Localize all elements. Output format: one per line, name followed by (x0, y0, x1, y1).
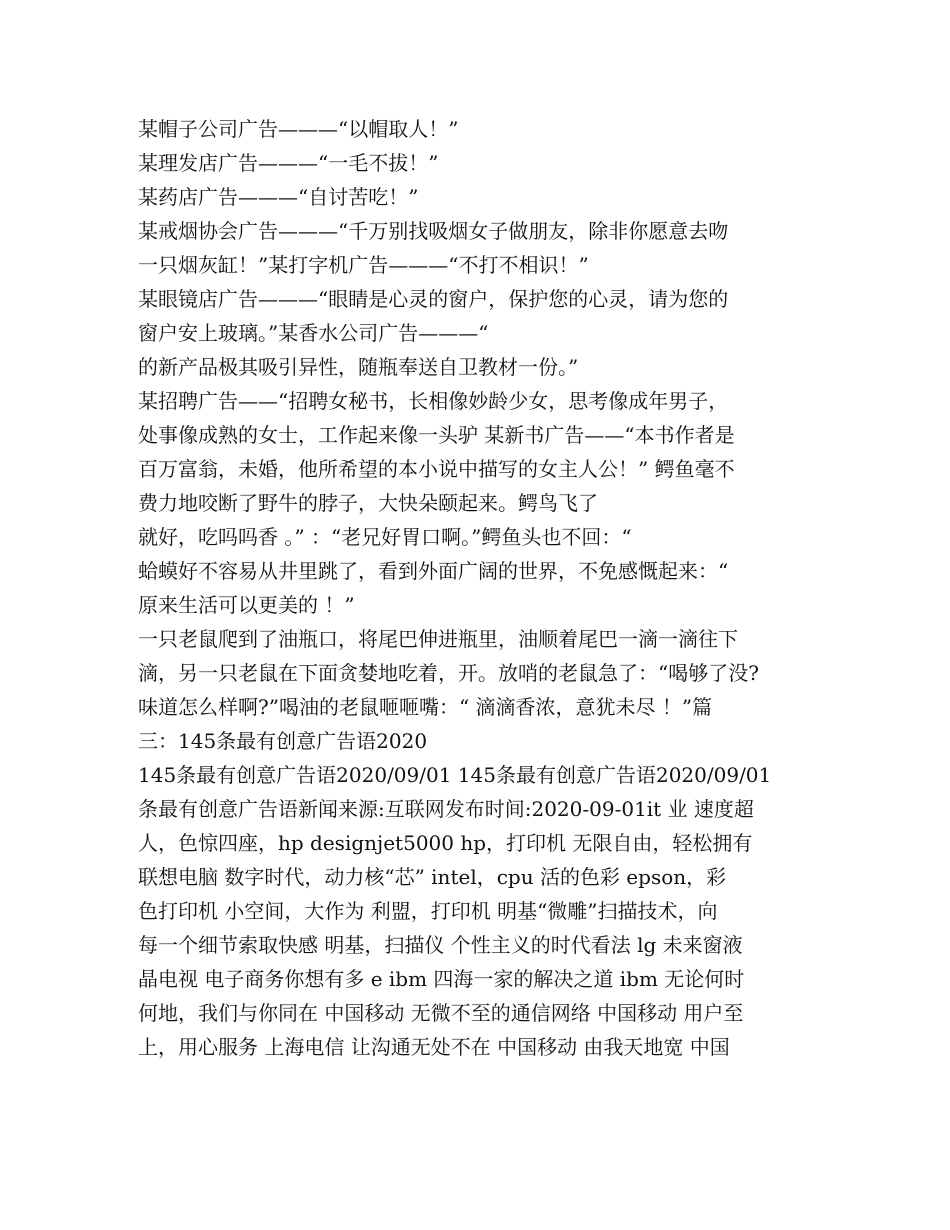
text-line-17: 滴，另一只老鼠在下面贪婪地吃着，开。放哨的老鼠急了：“喝够了没? (138, 661, 759, 685)
text-line-11: 百万富翁，未婚，他所希望的本小说中描写的女主人公！” 鳄鱼毫不 (138, 457, 735, 481)
text-line-20: 145条最有创意广告语2020/09/01 145条最有创意广告语2020/09/01 (138, 763, 772, 787)
text-line-10: 处事像成熟的女士，工作起来像一头驴 某新书广告——“本书作者是 (138, 423, 735, 447)
text-line-9: 某招聘广告——“招聘女秘书，长相像妙龄少女，思考像成年男子， (138, 389, 729, 413)
text-line-22: 人，色惊四座，hp designjet5000 hp，打印机 无限自由，轻松拥有 (138, 831, 753, 855)
text-line-25: 每一个细节索取快感 明基，扫描仪 个性主义的时代看法 lg 未来窗液 (138, 933, 743, 957)
text-line-21: 条最有创意广告语新闻来源:互联网发布时间:2020-09-01it 业 速度超 (138, 797, 754, 821)
text-line-12: 费力地咬断了野牛的脖子，大快朵颐起来。鳄鸟飞了 (138, 491, 598, 515)
text-line-4: 某戒烟协会广告———“千万别找吸烟女子做朋友，除非你愿意去吻 (138, 219, 729, 243)
text-line-18: 味道怎么样啊?”喝油的老鼠咂咂嘴：“ 滴滴香浓，意犹未尽 ！”篇 (138, 695, 713, 719)
body-text (138, 112, 818, 1064)
text-line-19: 三：145条最有创意广告语2020 (138, 729, 428, 753)
text-line-8: 的新产品极其吸引异性，随瓶奉送自卫教材一份。” (138, 355, 579, 379)
text-line-5: 一只烟灰缸！”某打字机广告———“不打不相识！” (138, 253, 589, 277)
text-line-28: 上，用心服务 上海电信 让沟通无处不在 中国移动 由我天地宽 中国 (138, 1035, 730, 1059)
text-line-16: 一只老鼠爬到了油瓶口，将尾巴伸进瓶里，油顺着尾巴一滴一滴往下 (138, 627, 738, 651)
text-line-13: 就好，吃吗吗香 。” ：“老兄好胃口啊。”鳄鱼头也不回：“ (138, 525, 632, 549)
text-line-7: 窗户安上玻璃。”某香水公司广告———“ (138, 321, 489, 345)
text-line-6: 某眼镜店广告———“眼睛是心灵的窗户，保护您的心灵，请为您的 (138, 287, 729, 311)
text-line-2: 某理发店广告———“一毛不拔！” (138, 151, 439, 175)
text-line-24: 色打印机 小空间，大作为 利盟，打印机 明基“微雕”扫描技术，向 (138, 899, 718, 923)
text-line-15: 原来生活可以更美的 ！” (138, 593, 355, 617)
text-line-26: 晶电视 电子商务你想有多 e ibm 四海一家的解决之道 ibm 无论何时 (138, 967, 745, 991)
text-line-1: 某帽子公司广告———“以帽取人！” (138, 117, 459, 141)
text-line-23: 联想电脑 数字时代，动力核“芯” intel，cpu 活的色彩 epson，彩 (138, 865, 727, 889)
text-line-14: 蛤蟆好不容易从井里跳了，看到外面广阔的世界，不免感慨起来：“ (138, 559, 729, 583)
text-line-27: 何地，我们与你同在 中国移动 无微不至的通信网络 中国移动 用户至 (138, 1001, 744, 1025)
text-line-3: 某药店广告———“自讨苦吃！” (138, 185, 419, 209)
